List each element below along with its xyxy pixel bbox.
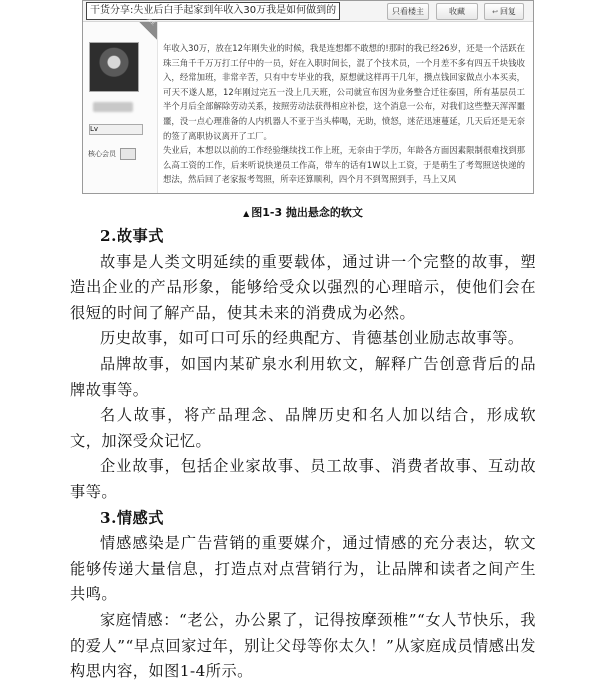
avatar[interactable] [89,42,139,92]
caption-text: 图1-3 抛出悬念的软文 [251,206,363,219]
figure-caption [0,204,606,220]
post-paragraph: 失业后，本想以以前的工作经验继续找工作上班，无奈由于学历，年龄各方面因素限制很难找到那么高工资的工作，后来听说快递员工作高，带车的话有1W以上工资，于是萌生了考驾照送快递的想法，然后回了老家报考驾照，所幸还算顺利，四个月不到驾照到手，马上又风 [163,145,525,185]
only-op-button[interactable]: 只看楼主 [387,3,429,20]
paragraph: 名人故事，将产品理念、品牌历史和名人加以结合，形成软文，加深受众记忆。 [70,406,536,450]
reply-icon: ↩ [492,8,498,16]
blurred-username [93,102,133,112]
post-body [163,41,525,187]
body-text [70,224,536,685]
op-corner-badge [139,15,157,40]
caption-marker: ▲ [243,209,250,218]
forum-post-screenshot [82,0,534,194]
member-rank [88,148,136,160]
section-heading-emotion: 3.情感式 [100,508,164,527]
post-paragraph: 年收入30万，放在12年刚失业的时候，我是连想都不敢想的!那时的我已经26岁，还是一个活跃在珠三角千千万万打工仔中的一员，好在入职时间长，混了个技术员，一个月差不多有四五千块钱收入，经常加班，非常辛苦，只有中专毕业的我，原想就这样再干几年，攒点钱回家做点小本买卖，可天不遂人愿，12年刚过完五一没上几天班，公司就宣布因为业务整合迁往泰国，所有基层员工半个月后全部解除劳动关系，按照劳动法获得相应补偿，这个消息一公布，对我们这些整天浑浑噩噩，没一点心理准备的人内机器人不亚于当头棒喝，无助，愤怒，迷茫迅速蔓延，几天后还是无奈的签了离职协议离开了工厂。 [163,43,525,141]
paragraph: 家庭情感：“老公，办公累了，记得按摩颈椎”“女人节快乐，我的爱人”“早点回家过年，别让父母等你太久！”从家庭成员情感出发构思内容，如图1-4所示。 [70,610,536,681]
section-heading-story: 2.故事式 [100,227,164,245]
member-badge-icon [120,148,136,160]
reply-button[interactable] [484,3,524,20]
level-chip [89,124,143,135]
member-rank-label: 核心会员 [88,150,116,158]
reply-label: 回复 [499,7,516,16]
level-label: Lv [90,125,99,133]
paragraph: 情感感染是广告营销的重要媒介，通过情感的充分表达，软文能够传递大量信息，打造点对点营销行为，让品牌和读者之间产生共鸣。 [70,534,536,604]
op-corner-badge-label: 楼主 [144,15,157,27]
paragraph: 历史故事，如可口可乐的经典配方、肯德基创业励志故事等。 [100,329,524,348]
post-title: 干货分享:失业后白手起家到年收入30万我是如何做到的 [86,2,340,20]
paragraph: 故事是人类文明延续的重要载体，通过讲一个完整的故事，塑造出企业的产品形象，能够给受众以强烈的心理暗示，使他们会在很短的时间了解产品，使其未来的消费成为必然。 [70,252,536,322]
favorite-button[interactable]: 收藏 [436,3,478,20]
paragraph: 企业故事，包括企业家故事、员工故事、消费者故事、互动故事等。 [70,457,536,501]
paragraph: 品牌故事，如国内某矿泉水利用软文，解释广告创意背后的品牌故事等。 [70,354,536,399]
author-sidebar [83,15,158,193]
